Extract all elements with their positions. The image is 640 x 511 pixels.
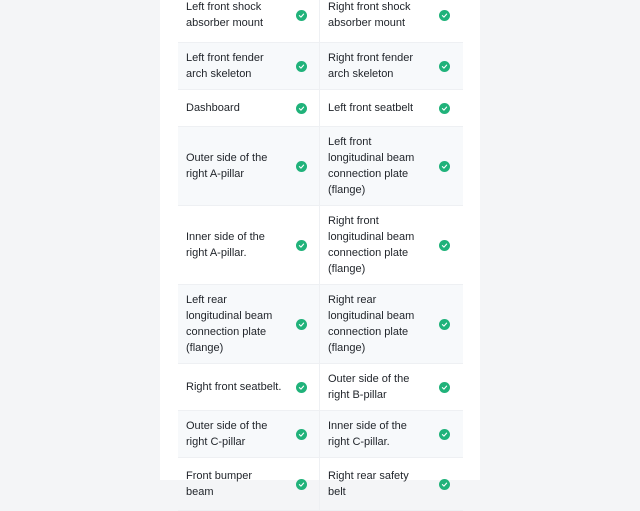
checklist-item [320, 206, 462, 284]
inspection-checklist-panel [160, 0, 480, 498]
checklist-row [178, 206, 463, 285]
checklist-row [178, 411, 463, 458]
checklist-item-label: Right rear longitudinal beam connection plate (flange) [328, 294, 415, 354]
check-circle-icon [296, 61, 307, 72]
check-circle-icon [439, 319, 450, 330]
checklist-item [178, 0, 320, 42]
checklist-item-label: Left front shock absorber mount [186, 1, 264, 29]
checklist-row [178, 43, 463, 90]
checklist-item-label: Left front seatbelt [328, 102, 413, 114]
checklist-item-label: Left rear longitudinal beam connection plate (flange) [186, 294, 273, 354]
check-circle-icon [439, 103, 450, 114]
checklist-item-label: Right front seatbelt. [186, 381, 282, 393]
checklist-item-label: Outer side of the right C-pillar [186, 420, 268, 448]
checklist-item-label: Right front shock absorber mount [328, 1, 411, 29]
checklist-item [320, 43, 462, 89]
checklist-item-label: Front bumper beam [186, 470, 253, 498]
checklist-item [178, 127, 320, 205]
checklist-item [178, 364, 320, 410]
checklist-item [178, 458, 320, 510]
check-circle-icon [296, 10, 307, 21]
check-circle-icon [296, 161, 307, 172]
checklist-item-label: Right rear safety belt [328, 470, 409, 498]
check-circle-icon [296, 479, 307, 490]
checklist-row [178, 127, 463, 206]
checklist-item [320, 411, 462, 457]
check-circle-icon [296, 429, 307, 440]
check-circle-icon [439, 10, 450, 21]
check-circle-icon [296, 319, 307, 330]
check-circle-icon [439, 161, 450, 172]
checklist-item [320, 458, 462, 510]
checklist-item [320, 127, 462, 205]
check-circle-icon [439, 382, 450, 393]
checklist-item-label: Outer side of the right B-pillar [328, 373, 410, 401]
check-circle-icon [439, 479, 450, 490]
checklist-item [178, 411, 320, 457]
checklist-item-label: Left front fender arch skeleton [186, 52, 264, 80]
checklist-row [178, 458, 463, 511]
check-circle-icon [296, 103, 307, 114]
checklist-item [178, 285, 320, 363]
checklist-item [178, 206, 320, 284]
check-circle-icon [439, 240, 450, 251]
check-circle-icon [296, 240, 307, 251]
checklist-item-label: Outer side of the right A-pillar [186, 152, 268, 180]
checklist-row [178, 364, 463, 411]
check-circle-icon [439, 61, 450, 72]
checklist-item-label: Left front longitudinal beam connection plate (flange) [328, 136, 415, 196]
check-circle-icon [439, 429, 450, 440]
checklist-item [320, 364, 462, 410]
checklist-row [178, 0, 463, 43]
checklist-item-label: Right front fender arch skeleton [328, 52, 413, 80]
checklist-row [178, 90, 463, 127]
inspection-checklist-table [178, 0, 463, 511]
checklist-item-label: Inner side of the right A-pillar. [186, 231, 265, 259]
checklist-item [178, 90, 320, 126]
checklist-item [320, 0, 462, 42]
checklist-item [320, 285, 462, 363]
checklist-item-label: Right front longitudinal beam connection plate (flange) [328, 215, 415, 275]
checklist-item [320, 90, 462, 126]
checklist-item [178, 43, 320, 89]
checklist-item-label: Inner side of the right C-pillar. [328, 420, 407, 448]
check-circle-icon [296, 382, 307, 393]
checklist-item-label: Dashboard [186, 102, 240, 114]
checklist-row [178, 285, 463, 364]
